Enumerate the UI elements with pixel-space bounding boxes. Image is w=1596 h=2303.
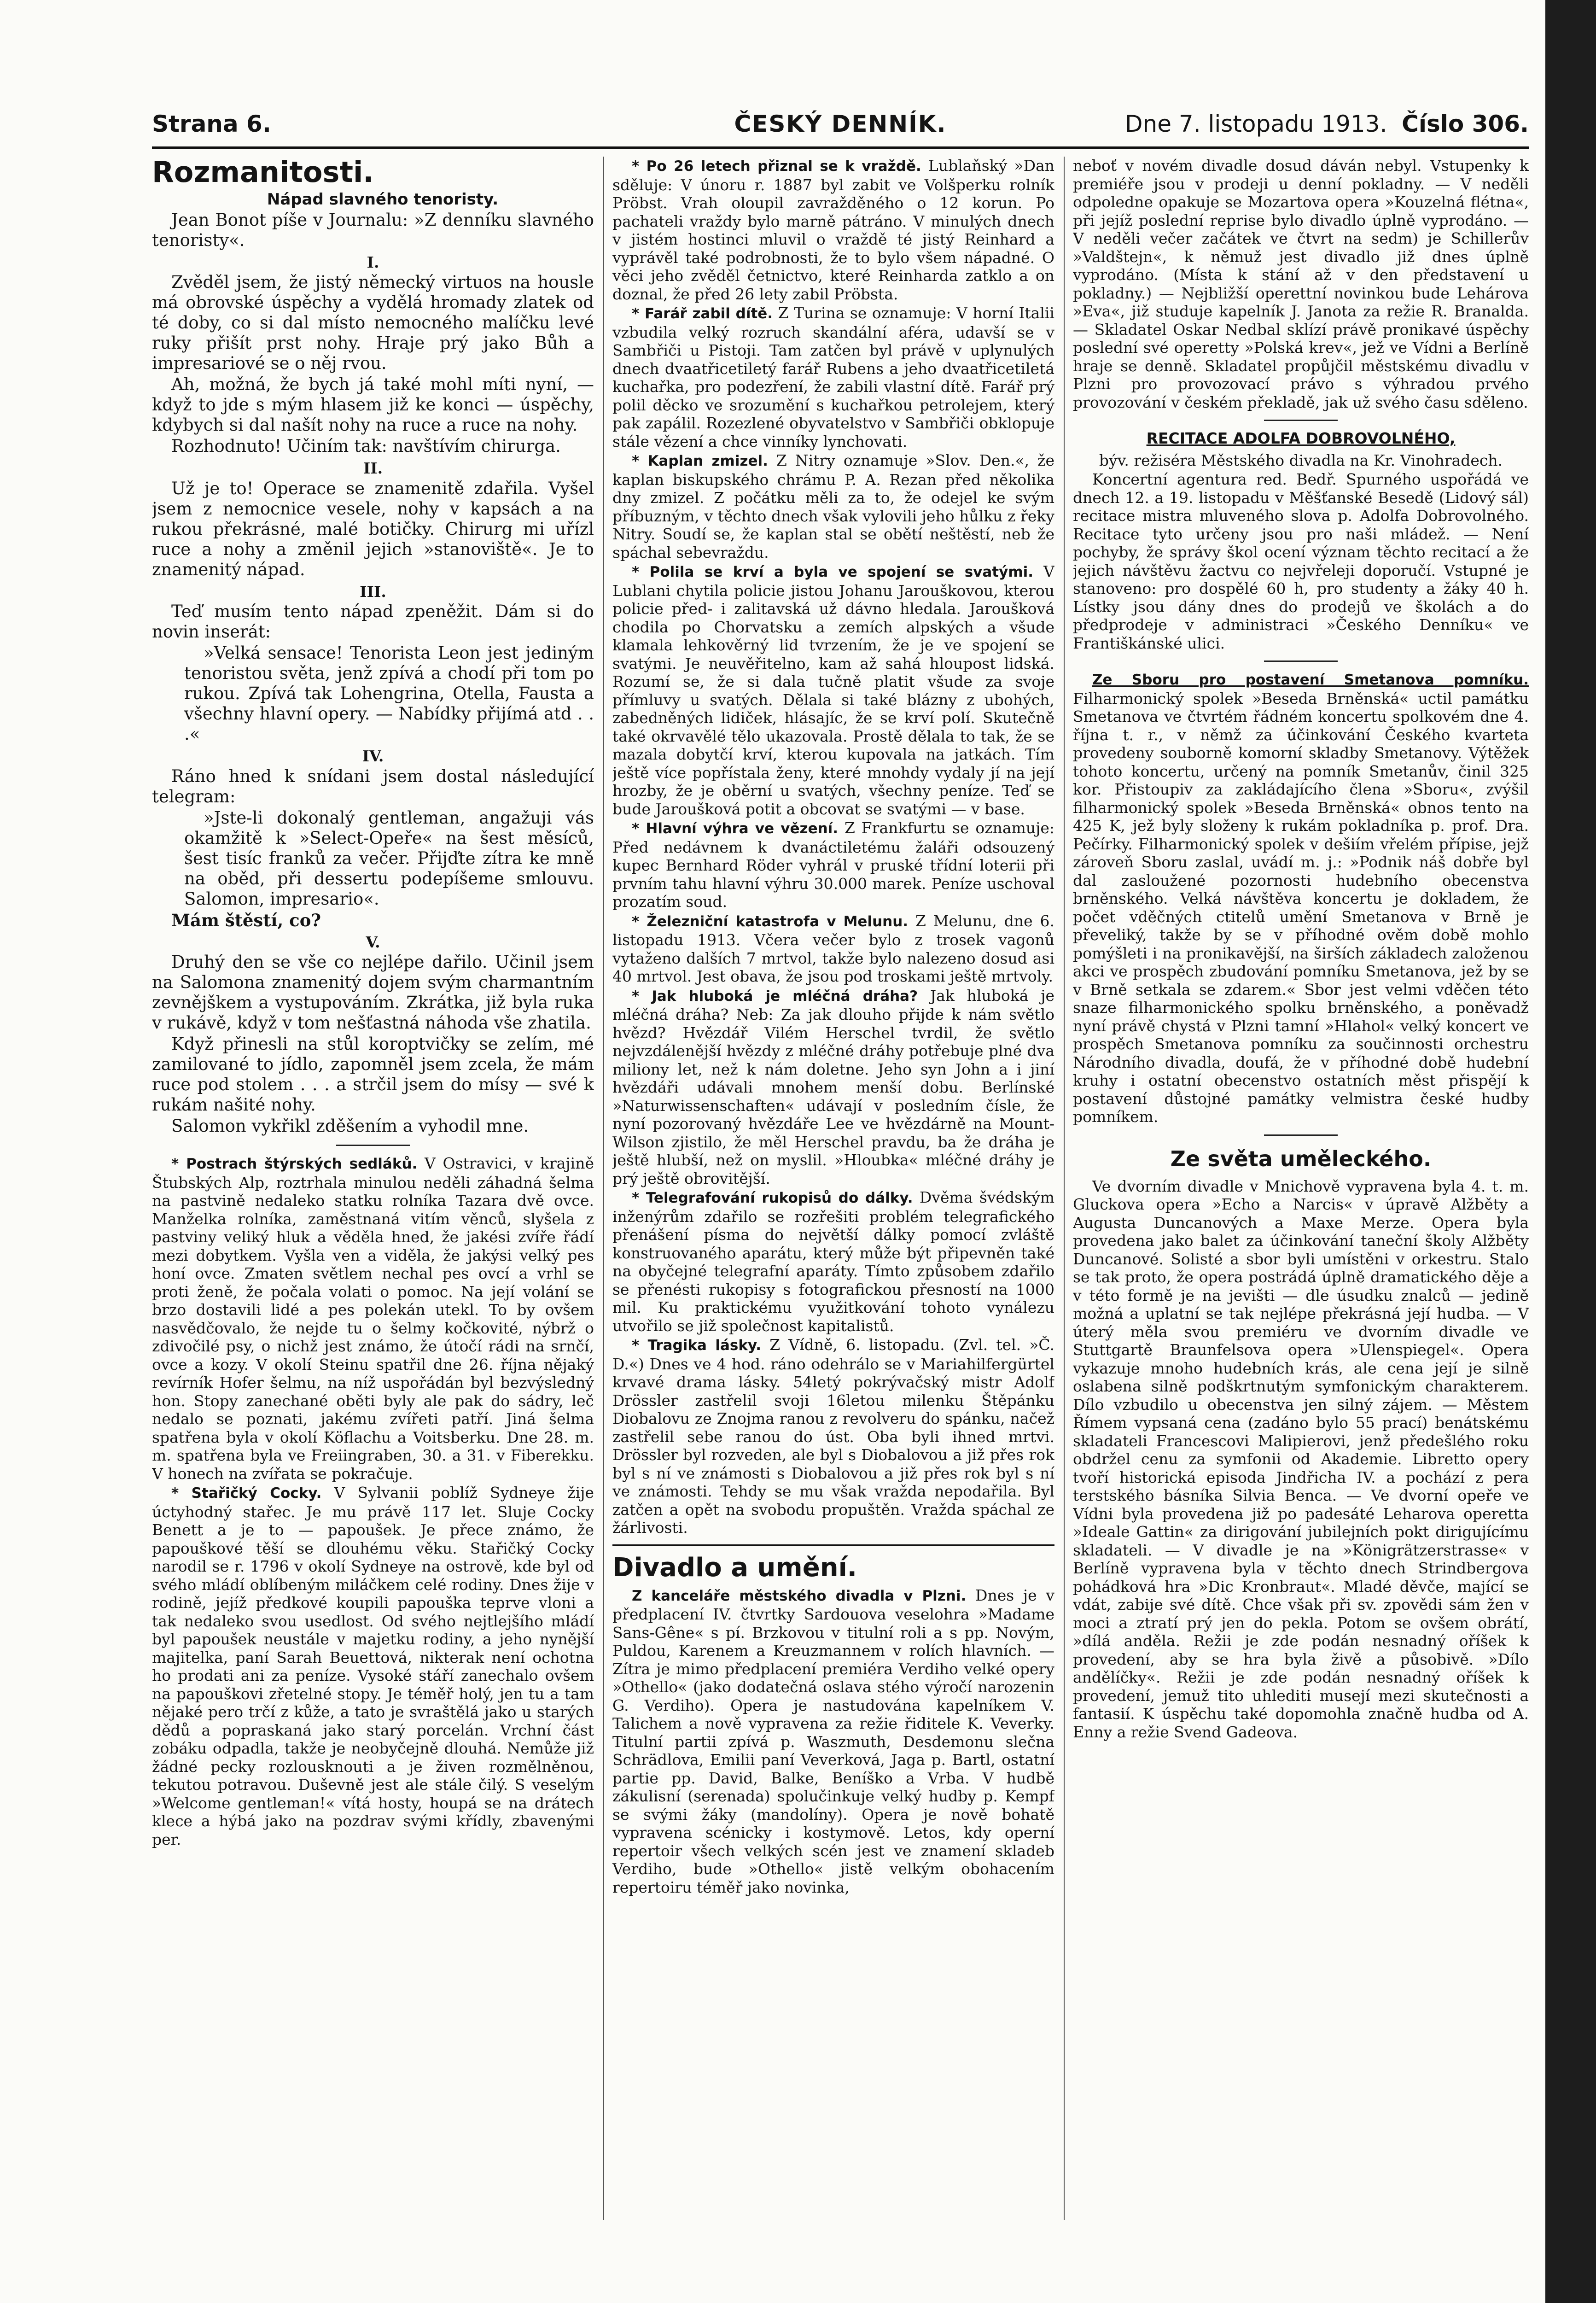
masthead-rule [152, 146, 1529, 149]
part-number: III. [360, 582, 386, 601]
article-intro: Jean Bonot píše v Journalu: »Z denníku slavného tenoristy«. [152, 210, 594, 250]
column-1 [152, 157, 594, 2229]
scan-border [1545, 0, 1596, 2303]
news-item: * Železniční katastrofa v Melunu. Z Melunu, dne 6. listopadu 1913. Včera večer bylo z trosek vagonů vytaženo dalších 7 mrtvol, takže bylo nalezeno dosud asi 40 mrtvol. Jest obava, že jsou pod troskami ještě mrtvoly. [612, 912, 1054, 985]
paragraph: Salomon vykřikl zděšením a vyhodil mne. [171, 1116, 529, 1136]
section-title-umelecky: Ze světa uměleckého. [1170, 1146, 1432, 1171]
part-number: V. [366, 933, 380, 951]
paragraph: Zvěděl jsem, že jistý německý virtuos na housle má obrovské úspěchy a vydělá hromady zlatek od té doby, co si dal místo nemocného malíčku levé ruky přišít prst nohy. Hraje prý jako Bůh a impresariové se o něj rvou. [152, 272, 594, 373]
column-rule [603, 157, 604, 2220]
masthead [152, 106, 1529, 143]
column-3 [1073, 157, 1529, 2229]
recitation-heading: RECITACE ADOLFA DOBROVOLNÉHO, [1146, 429, 1456, 447]
page-body [152, 106, 1529, 2229]
paragraph: Ve dvorním divadle v Mnichově vypravena byla 4. t. m. Gluckova opera »Echo a Narcis« v úpravě Alžběty a Augusta Duncanových a Maxe Merze. Opera byla provedena jako balet za účinkování taneční školy Alžběty Duncanové. Solisté a sbor byli umístěni v orkestru. Stalo se tak proto, že opera postrádá úplně dramatického děje a v této formě je na jevišti — dle úsudku znalců — jedině možná a uplatní se tak nejlépe překrásná její hudba. — V úterý měla svou premiéru ve dvorním divadle ve Stuttgartě Braunfelsova opera »Ulenspiegel«. Opera vykazuje mnoho hudebních krás, ale cena její je silně oslabena silně podškrtnutým symfonickým charakterem. Dílo vzbudilo u obecenstva jen silný zájem. — Městem Římem vypsaná cena (zadáno bylo 55 prací) benátskému skladateli Francescovi Malipierovi, jenž předešlého roku obdržel cenu za symfonii od Akademie. Libretto opery tvoří historická episoda Jindřicha IV. a pochází z pera terstského básníka Silvia Benca. — Ve dvorní opeře ve Vídni byla provedena již po padesáté Leharova operetta »Ideale Gattin« za dirigování jubilejních pokt dirigujícímu skladateli. — V divadle je na »Königrätzerstrasse« v Berlíně vypravena byla v těchto dnech Strindbergova pohádková hra »Dic Kronbraut«. Mladé děvče, mající se vdát, zabije své dítě. Chce však při sv. zpovědi sám žen v moci a ztratí prý jen do pekla. Potom se ovšem obrátí, »dílá anděla. Režii je zde podán nesnadný oříšek k provedení, aby se hra byla živě a působivě. »Dílo andělíčky«. Režii je zde podán nesnadný oříšek k provedení, jemuž tito uhlediti musejí mezi skutečnosti a fantasií. K úspěchu také dopomohla značně hudba od A. Enny a režie Svend Gadeova. [1073, 1177, 1529, 1741]
section-title-divadlo: Divadlo a umění. [612, 1552, 857, 1583]
news-item: * Farář zabil dítě. Z Turina se oznamuje: V horní Italii vzbudila velký rozruch skandální aféra, udavší se v Sambřiči u Pistoji. Tam zatčen byl právě v uplynulých dnech dvaatřicetiletý farář Rubens a jeho dvaatřicetiletá kuchařka, pro podezření, že zabili vlastní dítě. Farář prý polil děcko ve srozumění s kuchařkou petrolejem, který pak zapálil. Rozezlené obyvatelstvo v Sambřiči obklopuje stále vězení a chce vinníky lynchovati. [612, 304, 1054, 450]
paragraph: býv. režiséra Městského divadla na Kr. Vinohradech. [1099, 451, 1503, 469]
paragraph: Ah, možná, že bych já také mohl míti nyní, — když to jde s mým hlasem již ke konci — úspěchy, kdybych si dal našít nohy na ruce a ruce na nohy. [152, 374, 594, 435]
news-item: * Tragika lásky. Z Vídně, 6. listopadu. (Zvl. tel. »Č. D.«) Dnes ve 4 hod. ráno odehrálo se v Mariahilfergürtel krvavé drama lásky. 54letý pokrývačský mistr Adolf Drössler zastřelil svoji 16letou milenku Štěpánku Diobalovu ze Znojma ranou z revolveru do spánku, načež zastřelil sebe ranou do úst. Oba byli ihned mrtvi. Drössler byl rozveden, ale byl s Diobalovou a již přes rok byl s ní ve známosti s Diobalovou a již přes rok byl s ní ve známosti. Tehdy se mu však vražda nepodařila. Byl zatčen a opět na svobodu propuštěn. Vražda spáchal ze žárlivosti. [612, 1336, 1054, 1537]
paragraph: Koncertní agentura red. Bedř. Spurného uspořádá ve dnech 12. a 19. listopadu v Měšťanské Besedě (Lidový sál) recitace mistra mluveného slova p. Adolfa Dobrovolného. Recitace tyto určeny jsou pro naši mládež. — Není pochyby, že správy škol ocení význam těchto recitací a že jejich návštěvu žactvu co nejvřeleji doporučí. Vstupné je stanoveno: pro dospělé 60 h, pro studenty a žáky 40 h. Lístky jsou dány dnes do prodejů ve školách a do předprodeje v administraci »Českého Denníku« ve Františkánské ulici. [1073, 470, 1529, 652]
paragraph: »Jste-li dokonalý gentleman, angažuji vás okamžitě k »Select-Opeře« na šest měsíců, šest tisíc franků za večer. Přijďte zítra ke mně na oběd, při dessertu podepíšeme smlouvu. Salomon, impresario«. [184, 807, 594, 909]
news-item: * Polila se krví a byla ve spojení se svatými. V Lublani chytila policie jistou Johanu Jarouškovou, kterou policie před- i zalitavská už dávno hledala. Jaroušková chodila po Chorvatsku a zemích alpských a všude klamala lehkověrný lid tvrzením, že je ve spojení se svatými. Je neuvěřitelno, kam až sahá hloupost lidská. Rozumí se, že si dala tučně platit všude za svoje přímluvy u svatých. Dělala si také blázny z ubohých, zabedněných lidiček, hlásajíc, že se krví polí. Skutečně také okrvavělé tělo ukazovala. Prostě dělala to tak, že se mazala dobytčí krví, kterou kupovala na jatkách. Tím ještě více popřístala ženy, které mnohdy vydaly jí na její hrozby, že je oběrní u svatých, všechny peníze. Teď se bude Jaroušková potit a obcovat se svatými — v base. [612, 562, 1054, 818]
news-item: * Stařičký Cocky. V Sylvanii poblíž Sydneye žije úctyhodný stařec. Je mu právě 117 let. Sluje Cocky Benett a je to — papoušek. Je přece známo, že papouškové těší se dlouhému věku. Stařičký Cocky narodil se r. 1796 v okolí Sydneye na ostrově, kde byl od svého mládí oblíbeným miláčkem celé rodiny. Dnes žije v rodině, jejíž předkové koupili papouška teprve vloni a tak nedaleko svou usedlost. Od svého nejtlejšího mládí byl papoušek neustále v majetku rodiny, a jeho nynější majitelka, paní Sarah Beuettová, nikterak není ochotna ho prodati ani za peníze. Vysoké stáří zanechalo ovšem na papouškovi zřetelné stopy. Je téměř holý, jen tu a tam nějaké pero trčí z kůže, a tato je svraštělá jako u starých dědů a popraskaná jako starý porcelán. Vrchní část zobáku odpadla, takže je neobyčejně dlouhá. Nemůže již žádné pecky rozlousknouti a je živen rozmělněnou, tekutou potravou. Duševně jest ale stále čilý. S veselým »Welcome gentleman!« vítá hosty, houpá se na drátech klece a hýbá jako na pozdrav svými křídly, zbavenými per. [152, 1484, 594, 1848]
section-rule [612, 1544, 1054, 1546]
part-number: I. [367, 253, 379, 271]
separator [336, 1145, 410, 1146]
news-item: * Hlavní výhra ve vězení. Z Frankfurtu se oznamuje: Před nedávnem k dvanáctiletému žaláři odsouzený kupec Bernhard Röder vyhrál v pruské třídní loterii při prvním tahu hlavní výhru 30.000 marek. Peníze uschoval prozatím soud. [612, 819, 1054, 911]
issue-date: Dne 7. listopadu 1913. Číslo 306. [1125, 111, 1529, 137]
part-number: II. [363, 459, 383, 477]
newspaper-title: ČESKÝ DENNÍK. [734, 111, 947, 137]
news-item: * Kaplan zmizel. Z Nitry oznamuje »Slov. Den.«, že kaplan biskupského chrámu P. A. Rezan před několika dny zmizel. Z počátku měli za to, že odejel ke svým příbuzným, v těchto dnech však vylovili jeho hůlku z řeky Nitry. Soudí se, že kaplan stal se obětí neštěstí, neb že spáchal sebevraždu. [612, 451, 1054, 561]
paragraph: Mám štěstí, co? [171, 910, 321, 930]
news-item: * Po 26 letech přiznal se k vraždě. Lublaňský »Dan sděluje: V únoru r. 1887 byl zabit ve Volšperku rolník Pröbst. Vrah oloupil zavražděného o 12 korun. Po pachateli vraždy bylo marně pátráno. V minulých dnech v jistém hostinci mluvil o vraždě té jistý Reinhard a vyprávěl také podrobnosti, že to bylo všem nápadné. O věci jeho zvěděl četnictvo, které Reinharda zatklo a on doznal, že před 26 lety zabil Pröbsta. [612, 157, 1054, 303]
article-subtitle: Nápad slavného tenoristy. [267, 190, 499, 209]
page-number: Strana 6. [152, 111, 271, 137]
news-item: * Postrach štýrských sedláků. V Ostravici, v krajině Štubských Alp, roztrhala minulou neděli záhadná šelma na pastvině nedaleko statku rolníka Tazara dvě ovce. Manželka rolníka, zaměstnaná vitím věnců, slyšela z pastviny veliký hluk a věděla hned, že jakési zvíře řádí mezi dobytkem. Vyšla ven a viděla, že jakýsi velký pes honí ovce. Zmaten světlem nechal pes ovcí a vrhl se proti ženě, že počala volati o pomoc. Na její volání se brzo dostavili lidé a pes polekán utekl. To by ovšem nasvědčovalo, že nejde tu o šelmy kočkovité, nýbrž o zdivočilé psy, o nichž jest známo, že útočí rádi na srnčí, ovce a kozy. V okolí Steinu spatřil dne 26. října nějaký revírník Hofer šelmu, na níž uspořádán byl bezvýsledný hon. Stopy zanechané oběti byly ale pak do sádry, leč nedalo se poznati, jakému zvířeti patří. Jiná šelma spatřena byla v okolí Köflachu a Voitsberku. Dne 28. m. m. spatřena byla ve Freiingraben, 30. a 31. v Fiberekku. V honech na zvířata se pokračuje. [152, 1154, 594, 1483]
paragraph: Druhý den se vše co nejlépe dařilo. Učinil jsem na Salomona znamenitý dojem svým charmantním zevnějškem a vystupováním. Zkrátka, již byla ruka v rukávě, když v tom nešťastná náhoda vše zhatila. [152, 952, 594, 1033]
column-2 [612, 157, 1054, 2229]
separator [1264, 1134, 1338, 1136]
separator [1264, 661, 1338, 662]
separator [1264, 420, 1338, 421]
paragraph: Teď musím tento nápad zpeněžit. Dám si do novin inserát: [152, 602, 594, 642]
news-item: * Jak hluboká je mléčná dráha? Jak hluboká je mléčná dráha? Neb: Za jak dlouho přijde k nám světlo hvězd? Hvězdář Vilém Herschel tvrdil, že světlo nejvzdálenější hvězdy z mléčné dráhy potřebuje plné dva miliony let, než k nám doletne. Jeho syn John a i jiní hvězdáři udávali mnohem menší dobu. Berlínské »Naturwissenschaften« udávají v posledním čísle, že nyní pozorovaný hvězdáře Lee ve hvězdárně na Mount-Wilson zjistilo, že měl Herschel pravdu, ba že dráha je ještě hlubší, než on myslil. »Hloubka« mléčné dráhy je prý ještě obrovitější. [612, 986, 1054, 1187]
paragraph: »Velká sensace! Tenorista Leon jest jediným tenoristou světa, jenž zpívá a chodí při tom po rukou. Zpívá tak Lohengrina, Otella, Fausta a všechny hlavní opery. — Nabídky přijímá atd . . .« [184, 643, 594, 744]
news-item: Z kanceláře městského divadla v Plzni. Dnes je v předplacení IV. čtvrtky Sardouova veselohra »Madame Sans-Gêne« s pí. Brzkovou v titulní roli a s pp. Novým, Puldou, Karenem a Kreuzmannem v rolích hlavních. — Zítra je mimo předplacení premiéra Verdiho velké opery »Othello« (jako dodatečná oslava stého výročí narozenin G. Verdiho). Opera je nastudována kapelníkem V. Talichem a nově vypravena za režie řiditele K. Veverky. Titulní partii zpívá p. Waszmuth, Desdemonu slečna Schrädlova, Emilii paní Veverková, Jaga p. Bartl, ostatní partie pp. David, Balke, Beníško a Vrba. V hudbě zákulisní (serenada) spolučinkuje velký hudby p. Kempf se svými žáky (mandolíny). Opera je nově bohatě vypravena scénicky i kostymově. Letos, kdy operní repertoir všech velkých scén jest ve znamení skladeb Verdiho, bude »Othello« jistě velkým obohacením repertoiru téměř jako novinka, [612, 1586, 1054, 1896]
column-rule [1064, 157, 1065, 2220]
section-title-rozmanitosti: Rozmanitosti. [152, 157, 374, 189]
paragraph: neboť v novém divadle dosud dáván nebyl. Vstupenky k premiéře jsou v prodeji u denní pokladny. — V neděli odpoledne opakuje se Mozartova opera »Kouzelná flétna«, při jejíž poslední reprise bylo divadlo úplně vyprodáno. — V neděli večer začátek ve čtvrt na sedm) je Schillerův »Valdštejn«, k němuž jest divadlo již dnes úplně vyprodáno. (Místa k stání až v den představení u pokladny.) — Nejbližší operettní novinkou bude Lehárova »Eva«, již studuje kapelník J. Janota za režie R. Branalda. — Skladatel Oskar Nedbal sklízí právě pronikavé úspěchy poslední své operetty »Polská krev«, jež ve Vídni a Berlíně hraje se denně. Skladatel propůjčil městskému divadlu v Plzni pro provozovací právo s výhradou prvého provozování v českém překladě, jak už svého času sděleno. [1073, 157, 1529, 411]
paragraph: Když přinesli na stůl koroptvičky se zelím, mé zamilované to jídlo, zapomněl jsem zcela, že mám ruce pod stolem . . . a strčil jsem do mísy — své k rukám našité nohy. [152, 1034, 594, 1115]
paragraph: Už je to! Operace se znamenitě zdařila. Vyšel jsem z nemocnice vesele, nohy v kapsách a na rukou překrásné, malé botičky. Chirurg mi uřízl ruce a nohy a změnil jejich »stanoviště«. Je to znamenitý nápad. [152, 478, 594, 579]
news-item: * Telegrafování rukopisů do dálky. Dvěma švédským inženýrům zdařilo se rozřešiti problém telegrafického přenášení písma do největší dálky pomocí zvláště konstruovaného aparátu, který může být připevněn také na obyčejné telegrafní aparáty. Tímto způsobem zdařilo se přenésti rukopisy s fotografickou přesností na 1000 mil. Ku praktickému využitkování tohoto vynálezu utvořilo se již společnost kapitalistů. [612, 1188, 1054, 1335]
news-item: Ze Sboru pro postavení Smetanova pomníku. Filharmonický spolek »Beseda Brněnská« uctil památku Smetanova ve čtvrtém řádném koncertu spolkovém dne 4. října t. r., v němž za účinkování Českého kvarteta provedeny souborně komorní skladby Smetanovy. Výtěžek tohoto koncertu, určený na pomník Smetanův, činil 325 kor. Přistoupiv za zakládajícího člena »Sboru«, zvýšil filharmonický spolek »Beseda Brněnská« obnos tento na 425 K, jež byly složeny k rukám pokladníka p. prof. Dra. Pečírky. Filharmonický spolek v dešiím vřelém přípise, jejž zároveň Sboru zaslal, uvádí m. j.: »Podnik náš dobře byl dal zasloužené pozornosti hudebního obecenstva brněnského. Velká návštěva koncertu je dokladem, že počet vděčných ctitelů umění Smetanova v Brně je převeliký, takže by se v příhodné ověm době mohlo pomýšleti i na pronikavější, na širších základech založenou akci ve prospěch zbudování pomníku Smetanova, jež by se v Brně setkala se zdarem.« Sbor jest velmi vděčen této snaze filharmonického spolku brněnského, a poněvadž nyní právě chystá v Plzni tamní »Hlahol« velký koncert ve prospěch Smetanova pomníku za součinnosti orchestru Národního divadla, doufá, že v příhodné době hudební kruhy i ostatní obecenstvo ostatních měst přispějí k postavení důstojné památky velmistra české hudby pomníkem. [1073, 672, 1529, 1126]
paragraph: Ráno hned k snídani jsem dostal následující telegram: [152, 766, 594, 807]
paragraph: Rozhodnuto! Učiním tak: navštívím chirurga. [171, 436, 561, 456]
part-number: IV. [362, 747, 384, 765]
